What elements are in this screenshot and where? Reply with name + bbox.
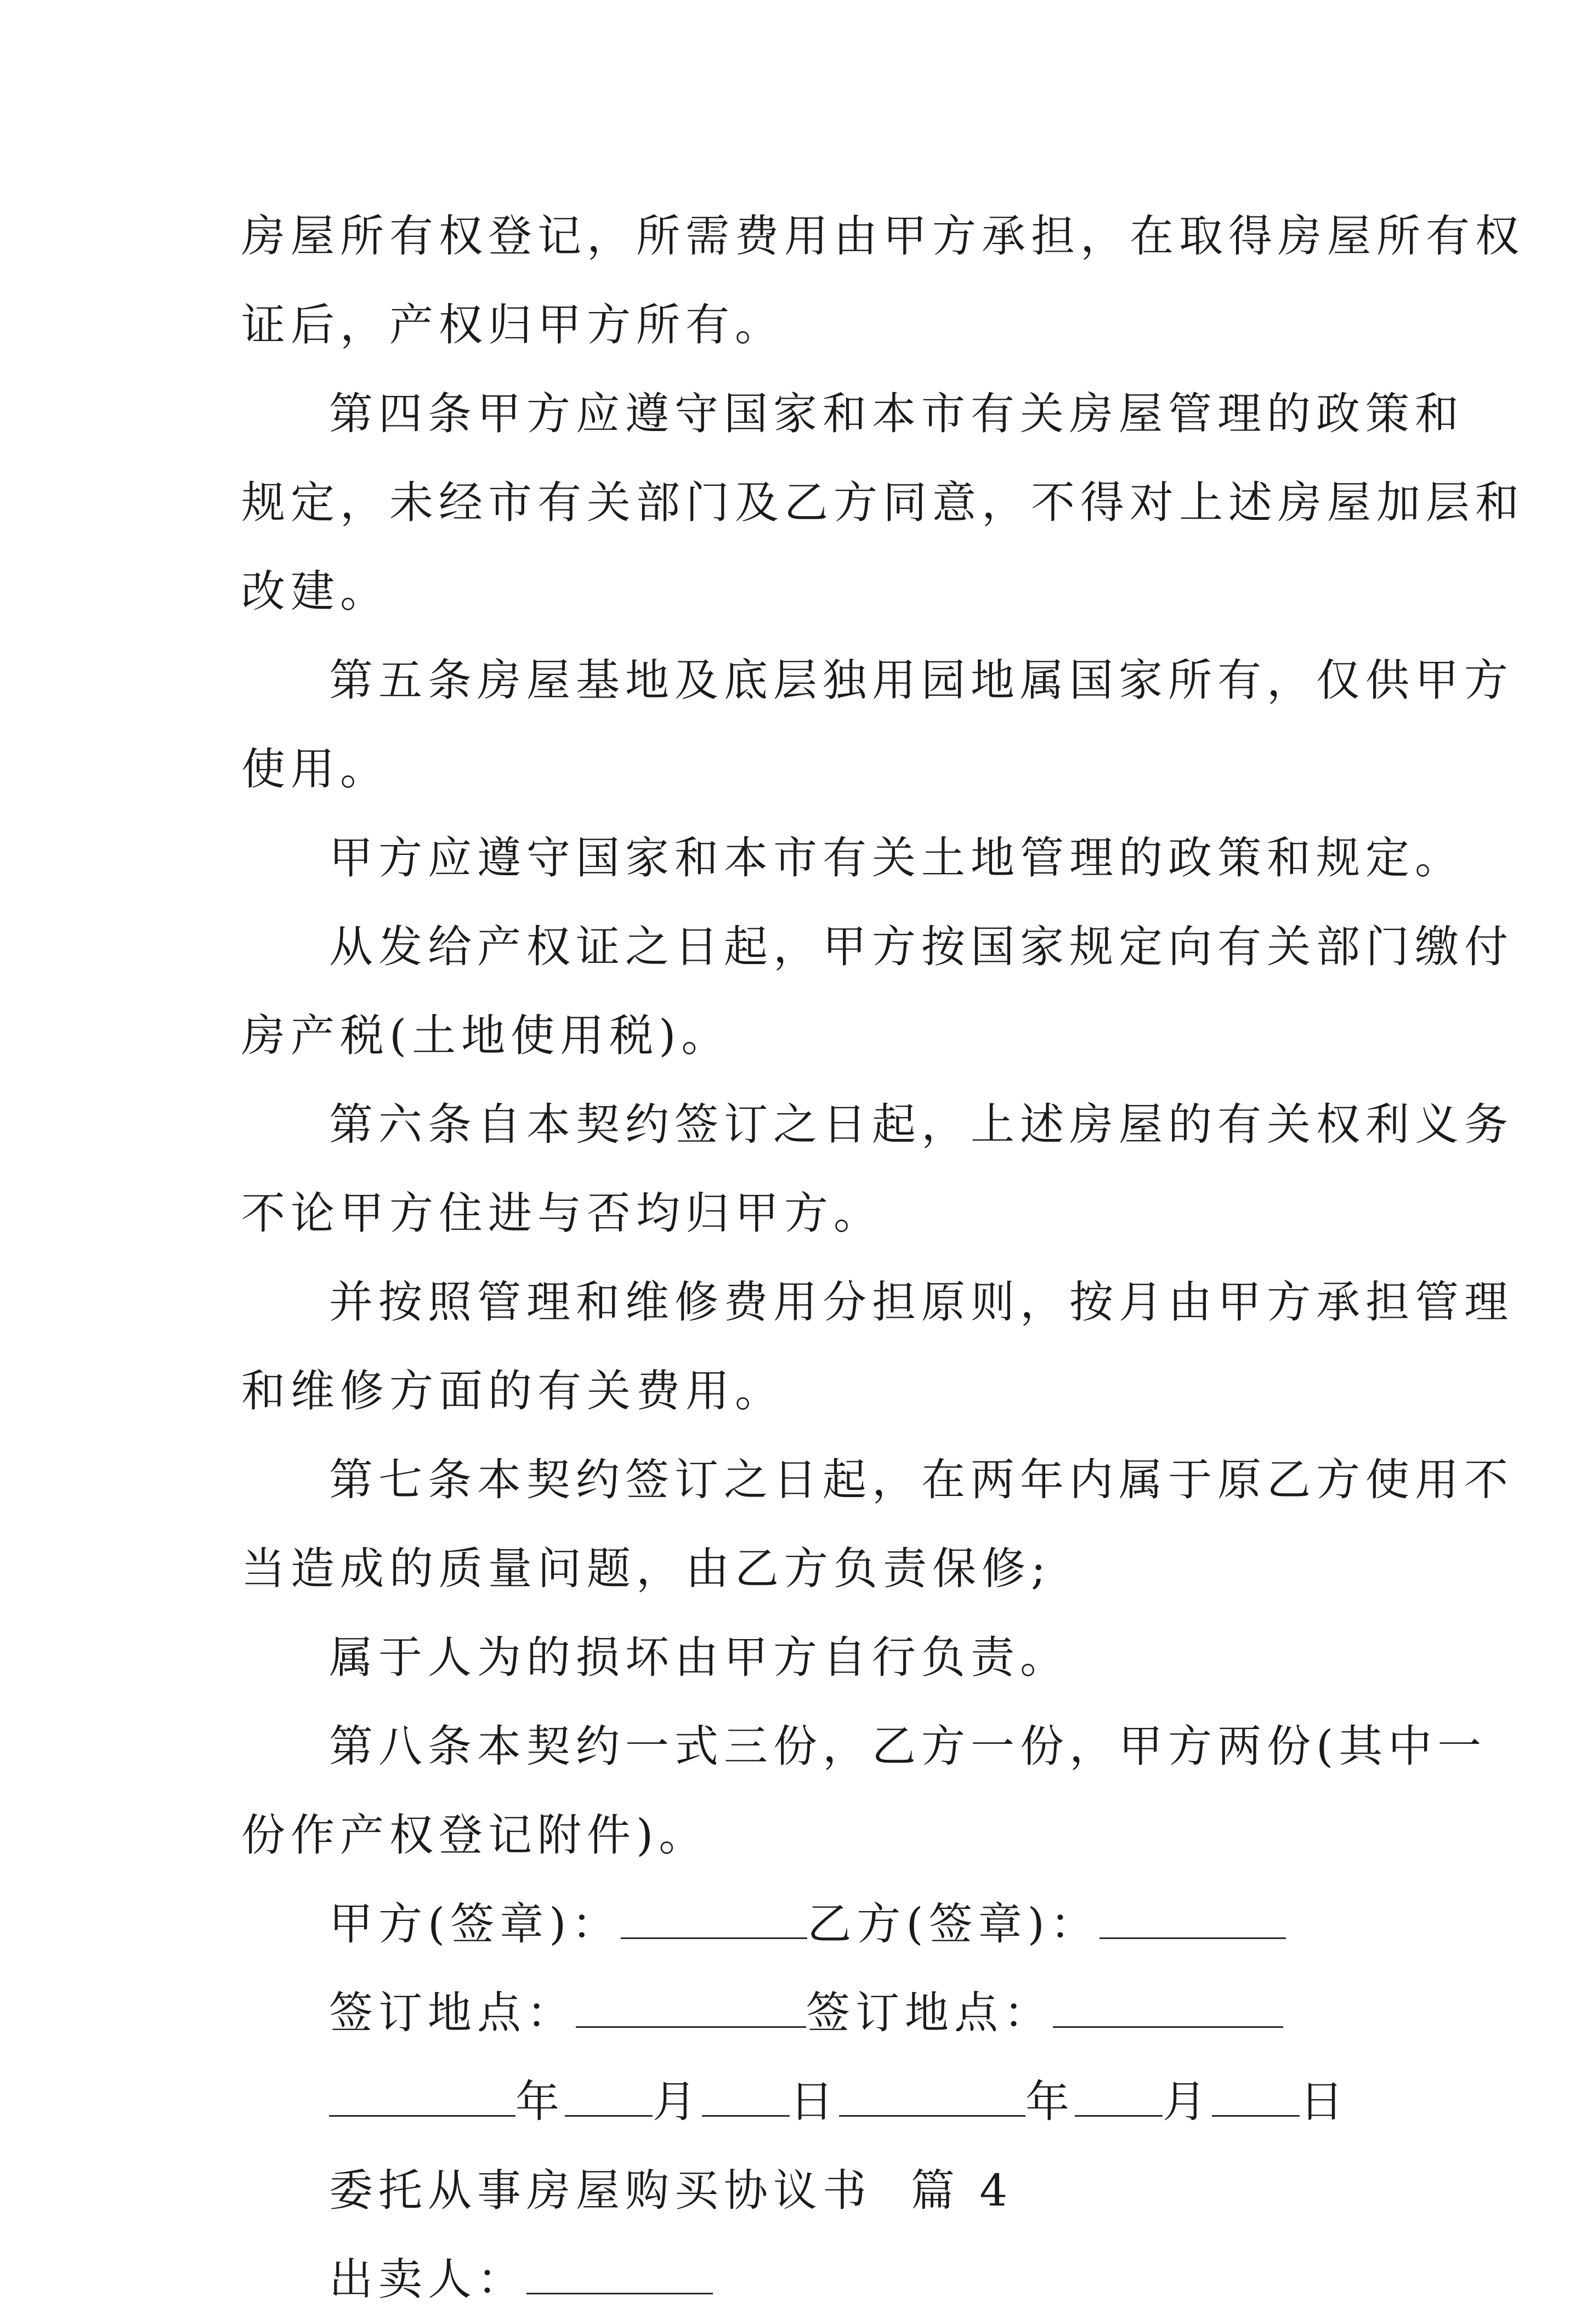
- paragraph-line: 份作产权登记附件)。: [241, 1810, 709, 1861]
- day-a-label: 日: [790, 2076, 839, 2127]
- day-b-label: 日: [1300, 2076, 1349, 2127]
- month-a-blank: [565, 2071, 653, 2117]
- document-body: [241, 192, 1524, 2324]
- paragraph-line: 和维修方面的有关费用。: [241, 1365, 784, 1416]
- section-title: 委托从事房屋购买协议书 篇 4: [329, 2165, 1013, 2216]
- paragraph-line: 当造成的质量问题，由乙方负责保修;: [241, 1543, 1051, 1594]
- paragraph-line: 不论甲方住进与否均归甲方。: [241, 1188, 883, 1239]
- seller-blank: [526, 2249, 713, 2294]
- party-a-blank: [621, 1894, 807, 1939]
- paragraph-line: 第六条自本契约签订之日起，上述房屋的有关权利义务: [329, 1099, 1514, 1150]
- year-a-label: 年: [515, 2076, 565, 2127]
- month-b-blank: [1075, 2071, 1163, 2117]
- paragraph-line: 使用。: [241, 744, 389, 795]
- paragraph-line: 改建。: [241, 566, 389, 617]
- party-b-blank: [1099, 1894, 1286, 1939]
- seller-line: [241, 2235, 1349, 2324]
- day-b-blank: [1212, 2071, 1300, 2117]
- paragraph-line: 并按照管理和维修费用分担原则，按月由甲方承担管理: [329, 1277, 1514, 1328]
- paragraph-line: 房产税(土地使用税)。: [241, 1010, 731, 1061]
- month-a-label: 月: [653, 2076, 702, 2127]
- paragraph-line: 证后，产权归甲方所有。: [241, 299, 784, 350]
- paragraph-line: 第八条本契约一式三份，乙方一份，甲方两份(其中一: [329, 1721, 1487, 1772]
- party-a-label: 甲方(签章)：: [329, 1898, 621, 1949]
- signature-line: [241, 1880, 1349, 1969]
- date-line: [241, 2057, 1349, 2146]
- place-a-blank: [576, 1982, 806, 2028]
- year-b-label: 年: [1025, 2076, 1075, 2127]
- place-b-label: 签订地点：: [806, 1987, 1053, 2038]
- place-b-blank: [1053, 1982, 1283, 2028]
- seller-label: 出卖人：: [329, 2254, 526, 2305]
- paragraph-line: 规定，未经市有关部门及乙方同意，不得对上述房屋加层和: [241, 477, 1524, 528]
- paragraph-line: 甲方应遵守国家和本市有关土地管理的政策和规定。: [329, 832, 1464, 883]
- paragraph-line: 房屋所有权登记，所需费用由甲方承担，在取得房屋所有权: [241, 211, 1524, 262]
- day-a-blank: [702, 2071, 790, 2117]
- paragraph-line: 属于人为的损坏由甲方自行负责。: [329, 1632, 1069, 1683]
- signing-place-line: [241, 1969, 1349, 2057]
- month-b-label: 月: [1163, 2076, 1212, 2127]
- year-a-blank: [329, 2071, 515, 2117]
- paragraph-line: 第七条本契约签订之日起，在两年内属于原乙方使用不: [329, 1454, 1514, 1505]
- paragraph-line: 第五条房屋基地及底层独用园地属国家所有，仅供甲方: [329, 655, 1514, 706]
- paragraph-line: 从发给产权证之日起，甲方按国家规定向有关部门缴付: [329, 921, 1514, 972]
- year-b-blank: [839, 2071, 1025, 2117]
- place-a-label: 签订地点：: [329, 1987, 576, 2038]
- party-b-label: 乙方(签章)：: [807, 1898, 1099, 1949]
- paragraph-line: 第四条甲方应遵守国家和本市有关房屋管理的政策和: [329, 388, 1464, 439]
